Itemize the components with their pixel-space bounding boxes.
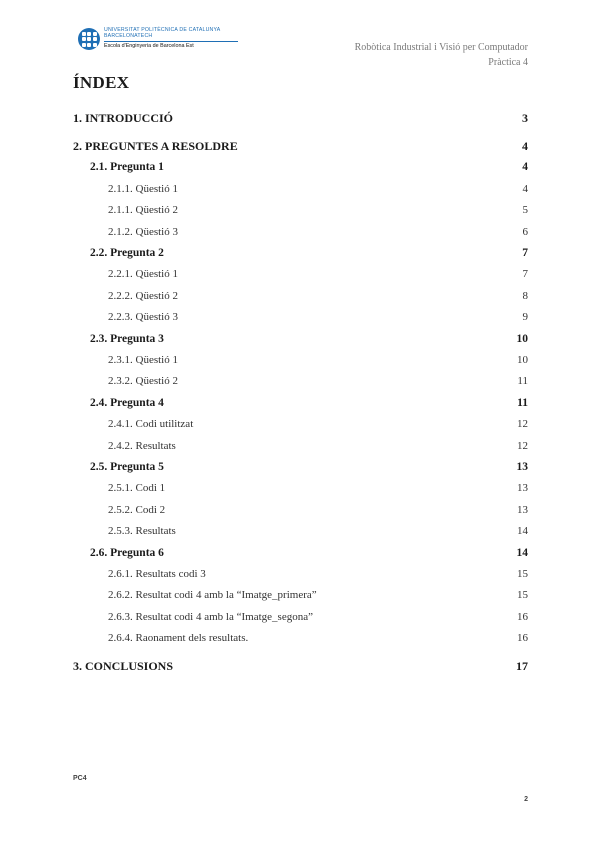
toc-entry[interactable]: [73, 392, 528, 413]
toc-entry-label: 2.2.1. Qüestió 1: [108, 268, 178, 281]
toc-entry[interactable]: [73, 606, 528, 627]
upc-logo: [78, 28, 238, 50]
toc-entry[interactable]: [73, 349, 528, 370]
toc-entry-label: 2.2.2. Qüestió 2: [108, 289, 178, 302]
toc-entry[interactable]: [73, 200, 528, 221]
toc-entry-page: 3: [522, 111, 528, 126]
toc-entry[interactable]: [73, 542, 528, 563]
toc-entry-label: 2.6. Pregunta 6: [90, 546, 164, 559]
toc-entry-page: 7: [522, 247, 528, 260]
toc-entry-label: 2.1.2. Qüestió 3: [108, 225, 178, 238]
toc-entry-page: 15: [517, 589, 528, 602]
toc-entry-label: 2.2. Pregunta 2: [90, 247, 164, 260]
toc-entry[interactable]: [73, 627, 528, 648]
toc-entry-page: 12: [517, 439, 528, 452]
toc-entry-label: 2.1. Pregunta 1: [90, 161, 164, 174]
toc-entry-page: 14: [517, 525, 528, 538]
toc-entry-label: 1. INTRODUCCIÓ: [73, 111, 174, 126]
toc-entry-page: 7: [522, 268, 528, 281]
toc-entry[interactable]: [73, 285, 528, 306]
toc-entry-label: 2.2.3. Qüestió 3: [108, 311, 178, 324]
toc-entry[interactable]: [73, 585, 528, 606]
toc-entry-page: 10: [516, 332, 528, 345]
toc-entry[interactable]: [73, 328, 528, 349]
footer-label: PC4: [73, 775, 87, 782]
page-title: ÍNDEX: [73, 73, 130, 92]
toc-entry-label: 2.4.2. Resultats: [108, 439, 176, 452]
page-number: 2: [524, 796, 528, 803]
toc-entry-label: 2.4. Pregunta 4: [90, 396, 164, 409]
toc-entry-page: 10: [517, 353, 528, 366]
toc-entry[interactable]: [73, 178, 528, 199]
toc-entry[interactable]: [73, 478, 528, 499]
toc-entry[interactable]: [73, 135, 528, 156]
toc-entry-label: 2.6.2. Resultat codi 4 amb la “Imatge_primera”: [108, 589, 317, 602]
header-practice: Pràctica 4: [488, 57, 528, 68]
logo-city: BARCELONATECH: [104, 32, 153, 39]
toc-entry-label: 2.5.1. Codi 1: [108, 482, 166, 495]
toc-entry-label: 2.6.1. Resultats codi 3: [108, 567, 206, 580]
toc-entry-label: 2.3.2. Qüestió 2: [108, 375, 178, 388]
toc-entry[interactable]: [73, 264, 528, 285]
toc-entry-page: 16: [517, 610, 528, 623]
toc-entry-label: 2.5.3. Resultats: [108, 525, 176, 538]
toc-entry[interactable]: [73, 435, 528, 456]
toc-entry-label: 2.5. Pregunta 5: [90, 460, 164, 473]
toc-entry-page: 17: [516, 658, 528, 673]
logo-divider: [104, 41, 238, 42]
toc-entry-page: 6: [522, 225, 528, 238]
toc-entry-page: 13: [516, 460, 528, 473]
toc-entry[interactable]: [73, 413, 528, 434]
toc-entry[interactable]: [73, 499, 528, 520]
toc-entry-label: 2.6.4. Raonament dels resultats.: [108, 632, 249, 645]
toc-entry[interactable]: [73, 656, 528, 677]
toc-entry-label: 3. CONCLUSIONS: [73, 658, 174, 673]
page-header: [355, 40, 528, 70]
table-of-contents: [73, 108, 528, 677]
toc-entry-page: 12: [517, 418, 528, 431]
toc-entry-page: 5: [522, 204, 528, 217]
toc-entry-page: 9: [522, 311, 528, 324]
toc-entry-label: 2.1.1. Qüestió 1: [108, 182, 178, 195]
toc-entry[interactable]: [73, 221, 528, 242]
upc-logo-icon: [78, 28, 100, 50]
toc-entry-page: 4: [522, 138, 528, 153]
header-course: Robòtica Industrial i Visió per Computador: [354, 42, 528, 53]
toc-entry-label: 2.5.2. Codi 2: [108, 503, 166, 516]
toc-entry[interactable]: [73, 307, 528, 328]
toc-entry[interactable]: [73, 108, 528, 129]
toc-entry-label: 2.6.3. Resultat codi 4 amb la “Imatge_segona”: [108, 610, 313, 623]
toc-entry[interactable]: [73, 157, 528, 178]
toc-entry-page: 11: [517, 375, 528, 388]
toc-entry-label: 2.3.1. Qüestió 1: [108, 353, 178, 366]
toc-entry[interactable]: [73, 563, 528, 584]
toc-entry[interactable]: [73, 520, 528, 541]
toc-entry-page: 11: [517, 396, 528, 409]
toc-entry-page: 14: [516, 546, 528, 559]
toc-entry-page: 13: [517, 503, 528, 516]
toc-entry[interactable]: [73, 242, 528, 263]
toc-entry-page: 15: [517, 567, 528, 580]
logo-school: Escola d'Enginyeria de Barcelona Est: [104, 43, 194, 50]
toc-entry[interactable]: [73, 456, 528, 477]
toc-entry-page: 16: [517, 632, 528, 645]
logo-university: UNIVERSITAT POLITÈCNICA DE CATALUNYA: [104, 27, 221, 34]
toc-entry-label: 2.1.1. Qüestió 2: [108, 204, 178, 217]
toc-entry-label: 2.3. Pregunta 3: [90, 332, 164, 345]
toc-entry-label: 2. PREGUNTES A RESOLDRE: [73, 138, 238, 153]
toc-entry-page: 13: [517, 482, 528, 495]
toc-entry-label: 2.4.1. Codi utilitzat: [108, 418, 194, 431]
toc-entry-page: 4: [522, 161, 528, 174]
toc-entry-page: 8: [522, 289, 528, 302]
toc-entry-page: 4: [522, 182, 528, 195]
logo-text: [104, 28, 238, 50]
toc-entry[interactable]: [73, 371, 528, 392]
